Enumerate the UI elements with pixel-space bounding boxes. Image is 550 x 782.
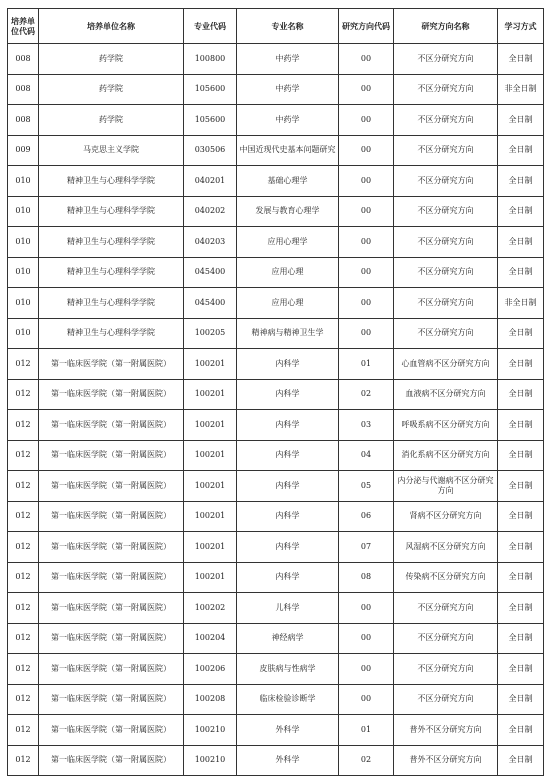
header-major-code: 专业代码: [184, 9, 237, 44]
direction-code-cell: 03: [339, 410, 394, 441]
unit-code-cell: 012: [8, 715, 39, 746]
study-mode-cell: 全日制: [498, 715, 544, 746]
direction-name-cell: 心血管病不区分研究方向: [394, 349, 498, 380]
unit-name-cell: 第一临床医学院（第一附属医院）: [39, 715, 184, 746]
header-unit-code: 培养单位代码: [8, 9, 39, 44]
table-row: [8, 562, 544, 593]
unit-name-cell: 第一临床医学院（第一附属医院）: [39, 349, 184, 380]
unit-code-cell: 012: [8, 593, 39, 624]
major-name-cell: 皮肤病与性病学: [237, 654, 339, 685]
unit-code-cell: 012: [8, 471, 39, 502]
unit-name-cell: 精神卫生与心理科学学院: [39, 227, 184, 258]
direction-code-cell: 00: [339, 196, 394, 227]
unit-code-cell: 010: [8, 227, 39, 258]
study-mode-cell: 全日制: [498, 379, 544, 410]
header-unit-name: 培养单位名称: [39, 9, 184, 44]
major-code-cell: 045400: [184, 257, 237, 288]
direction-name-cell: 不区分研究方向: [394, 684, 498, 715]
direction-name-cell: 不区分研究方向: [394, 593, 498, 624]
unit-code-cell: 010: [8, 288, 39, 319]
table-row: [8, 257, 544, 288]
direction-name-cell: 不区分研究方向: [394, 135, 498, 166]
major-code-cell: 100201: [184, 471, 237, 502]
unit-code-cell: 010: [8, 318, 39, 349]
study-mode-cell: 全日制: [498, 318, 544, 349]
major-name-cell: 内科学: [237, 532, 339, 563]
major-name-cell: 应用心理: [237, 288, 339, 319]
direction-name-cell: 不区分研究方向: [394, 166, 498, 197]
table-row: [8, 654, 544, 685]
header-direction-code: 研究方向代码: [339, 9, 394, 44]
unit-name-cell: 第一临床医学院（第一附属医院）: [39, 623, 184, 654]
major-name-cell: 内科学: [237, 440, 339, 471]
table-row: [8, 410, 544, 441]
major-code-cell: 100208: [184, 684, 237, 715]
unit-code-cell: 012: [8, 410, 39, 441]
direction-name-cell: 内分泌与代谢病不区分研究方向: [394, 471, 498, 502]
major-name-cell: 内科学: [237, 471, 339, 502]
unit-code-cell: 012: [8, 349, 39, 380]
major-name-cell: 中国近现代史基本问题研究: [237, 135, 339, 166]
major-name-cell: 临床检验诊断学: [237, 684, 339, 715]
study-mode-cell: 全日制: [498, 562, 544, 593]
unit-name-cell: 马克思主义学院: [39, 135, 184, 166]
unit-name-cell: 第一临床医学院（第一附属医院）: [39, 471, 184, 502]
study-mode-cell: 全日制: [498, 105, 544, 136]
table-row: [8, 745, 544, 776]
direction-code-cell: 00: [339, 623, 394, 654]
major-code-cell: 100201: [184, 379, 237, 410]
study-mode-cell: 全日制: [498, 196, 544, 227]
unit-name-cell: 第一临床医学院（第一附属医院）: [39, 532, 184, 563]
study-mode-cell: 全日制: [498, 257, 544, 288]
study-mode-cell: 全日制: [498, 501, 544, 532]
major-code-cell: 100201: [184, 501, 237, 532]
table-row: [8, 318, 544, 349]
direction-name-cell: 普外不区分研究方向: [394, 715, 498, 746]
unit-code-cell: 010: [8, 196, 39, 227]
major-code-cell: 045400: [184, 288, 237, 319]
major-name-cell: 内科学: [237, 410, 339, 441]
study-mode-cell: 全日制: [498, 745, 544, 776]
major-code-cell: 100201: [184, 440, 237, 471]
direction-name-cell: 不区分研究方向: [394, 623, 498, 654]
study-mode-cell: 全日制: [498, 349, 544, 380]
major-name-cell: 外科学: [237, 715, 339, 746]
unit-name-cell: 药学院: [39, 44, 184, 75]
unit-code-cell: 012: [8, 501, 39, 532]
unit-name-cell: 第一临床医学院（第一附属医院）: [39, 745, 184, 776]
direction-code-cell: 04: [339, 440, 394, 471]
study-mode-cell: 全日制: [498, 440, 544, 471]
major-code-cell: 100201: [184, 532, 237, 563]
table-row: [8, 227, 544, 258]
table-row: [8, 440, 544, 471]
unit-code-cell: 012: [8, 379, 39, 410]
major-code-cell: 100204: [184, 623, 237, 654]
direction-code-cell: 00: [339, 227, 394, 258]
table-row: [8, 105, 544, 136]
unit-name-cell: 精神卫生与心理科学学院: [39, 196, 184, 227]
unit-name-cell: 精神卫生与心理科学学院: [39, 166, 184, 197]
direction-name-cell: 呼吸系病不区分研究方向: [394, 410, 498, 441]
study-mode-cell: 非全日制: [498, 288, 544, 319]
study-mode-cell: 全日制: [498, 135, 544, 166]
direction-name-cell: 不区分研究方向: [394, 318, 498, 349]
unit-code-cell: 012: [8, 562, 39, 593]
table-row: [8, 196, 544, 227]
unit-code-cell: 008: [8, 74, 39, 105]
unit-code-cell: 010: [8, 166, 39, 197]
program-table: [7, 8, 544, 776]
direction-code-cell: 00: [339, 44, 394, 75]
direction-name-cell: 不区分研究方向: [394, 105, 498, 136]
unit-name-cell: 第一临床医学院（第一附属医院）: [39, 410, 184, 441]
unit-code-cell: 012: [8, 684, 39, 715]
table-row: [8, 501, 544, 532]
major-name-cell: 内科学: [237, 562, 339, 593]
table-row: [8, 44, 544, 75]
header-major-name: 专业名称: [237, 9, 339, 44]
major-name-cell: 精神病与精神卫生学: [237, 318, 339, 349]
direction-name-cell: 消化系病不区分研究方向: [394, 440, 498, 471]
unit-name-cell: 第一临床医学院（第一附属医院）: [39, 684, 184, 715]
unit-code-cell: 012: [8, 654, 39, 685]
direction-code-cell: 00: [339, 166, 394, 197]
direction-code-cell: 02: [339, 745, 394, 776]
major-name-cell: 发展与教育心理学: [237, 196, 339, 227]
study-mode-cell: 全日制: [498, 410, 544, 441]
header-study-mode: 学习方式: [498, 9, 544, 44]
unit-name-cell: 第一临床医学院（第一附属医院）: [39, 562, 184, 593]
direction-code-cell: 00: [339, 257, 394, 288]
direction-code-cell: 00: [339, 654, 394, 685]
direction-name-cell: 不区分研究方向: [394, 196, 498, 227]
major-name-cell: 内科学: [237, 349, 339, 380]
major-code-cell: 040203: [184, 227, 237, 258]
major-code-cell: 040202: [184, 196, 237, 227]
major-name-cell: 外科学: [237, 745, 339, 776]
direction-name-cell: 不区分研究方向: [394, 74, 498, 105]
direction-code-cell: 02: [339, 379, 394, 410]
major-code-cell: 040201: [184, 166, 237, 197]
table-row: [8, 532, 544, 563]
direction-code-cell: 00: [339, 105, 394, 136]
table-row: [8, 715, 544, 746]
study-mode-cell: 全日制: [498, 623, 544, 654]
direction-name-cell: 风湿病不区分研究方向: [394, 532, 498, 563]
table-row: [8, 135, 544, 166]
direction-name-cell: 不区分研究方向: [394, 288, 498, 319]
unit-name-cell: 精神卫生与心理科学学院: [39, 257, 184, 288]
unit-name-cell: 第一临床医学院（第一附属医院）: [39, 593, 184, 624]
major-name-cell: 儿科学: [237, 593, 339, 624]
direction-code-cell: 00: [339, 684, 394, 715]
unit-code-cell: 012: [8, 745, 39, 776]
direction-name-cell: 普外不区分研究方向: [394, 745, 498, 776]
unit-code-cell: 010: [8, 257, 39, 288]
major-name-cell: 神经病学: [237, 623, 339, 654]
header-direction-name: 研究方向名称: [394, 9, 498, 44]
major-name-cell: 中药学: [237, 74, 339, 105]
table-body: [8, 44, 544, 776]
direction-name-cell: 传染病不区分研究方向: [394, 562, 498, 593]
direction-code-cell: 00: [339, 74, 394, 105]
table-row: [8, 623, 544, 654]
header-row: [8, 9, 544, 44]
table-row: [8, 349, 544, 380]
major-code-cell: 100800: [184, 44, 237, 75]
direction-code-cell: 01: [339, 349, 394, 380]
major-code-cell: 100210: [184, 715, 237, 746]
direction-code-cell: 00: [339, 593, 394, 624]
direction-name-cell: 不区分研究方向: [394, 227, 498, 258]
major-code-cell: 100202: [184, 593, 237, 624]
major-name-cell: 内科学: [237, 501, 339, 532]
unit-name-cell: 第一临床医学院（第一附属医院）: [39, 654, 184, 685]
direction-code-cell: 08: [339, 562, 394, 593]
direction-code-cell: 00: [339, 318, 394, 349]
major-code-cell: 105600: [184, 105, 237, 136]
major-code-cell: 030506: [184, 135, 237, 166]
major-name-cell: 中药学: [237, 105, 339, 136]
study-mode-cell: 全日制: [498, 44, 544, 75]
unit-name-cell: 精神卫生与心理科学学院: [39, 288, 184, 319]
table-row: [8, 166, 544, 197]
study-mode-cell: 全日制: [498, 684, 544, 715]
study-mode-cell: 全日制: [498, 532, 544, 563]
unit-name-cell: 第一临床医学院（第一附属医院）: [39, 440, 184, 471]
table-row: [8, 379, 544, 410]
major-code-cell: 100205: [184, 318, 237, 349]
study-mode-cell: 全日制: [498, 471, 544, 502]
major-code-cell: 100201: [184, 562, 237, 593]
major-code-cell: 100210: [184, 745, 237, 776]
major-name-cell: 基础心理学: [237, 166, 339, 197]
major-name-cell: 应用心理学: [237, 227, 339, 258]
table-row: [8, 288, 544, 319]
direction-code-cell: 07: [339, 532, 394, 563]
major-name-cell: 应用心理: [237, 257, 339, 288]
table-row: [8, 593, 544, 624]
major-code-cell: 100201: [184, 410, 237, 441]
table-row: [8, 684, 544, 715]
unit-code-cell: 012: [8, 623, 39, 654]
major-code-cell: 105600: [184, 74, 237, 105]
unit-code-cell: 008: [8, 44, 39, 75]
study-mode-cell: 全日制: [498, 166, 544, 197]
direction-code-cell: 05: [339, 471, 394, 502]
major-name-cell: 中药学: [237, 44, 339, 75]
unit-code-cell: 009: [8, 135, 39, 166]
unit-name-cell: 第一临床医学院（第一附属医院）: [39, 379, 184, 410]
direction-code-cell: 00: [339, 288, 394, 319]
major-name-cell: 内科学: [237, 379, 339, 410]
unit-code-cell: 012: [8, 440, 39, 471]
direction-name-cell: 血液病不区分研究方向: [394, 379, 498, 410]
direction-name-cell: 不区分研究方向: [394, 44, 498, 75]
table-row: [8, 74, 544, 105]
unit-name-cell: 药学院: [39, 105, 184, 136]
direction-code-cell: 06: [339, 501, 394, 532]
unit-name-cell: 第一临床医学院（第一附属医院）: [39, 501, 184, 532]
major-code-cell: 100201: [184, 349, 237, 380]
direction-name-cell: 不区分研究方向: [394, 654, 498, 685]
major-code-cell: 100206: [184, 654, 237, 685]
study-mode-cell: 非全日制: [498, 74, 544, 105]
unit-code-cell: 008: [8, 105, 39, 136]
direction-name-cell: 肾病不区分研究方向: [394, 501, 498, 532]
study-mode-cell: 全日制: [498, 654, 544, 685]
study-mode-cell: 全日制: [498, 593, 544, 624]
study-mode-cell: 全日制: [498, 227, 544, 258]
table-row: [8, 471, 544, 502]
direction-name-cell: 不区分研究方向: [394, 257, 498, 288]
unit-code-cell: 012: [8, 532, 39, 563]
unit-name-cell: 药学院: [39, 74, 184, 105]
unit-name-cell: 精神卫生与心理科学学院: [39, 318, 184, 349]
direction-code-cell: 01: [339, 715, 394, 746]
direction-code-cell: 00: [339, 135, 394, 166]
